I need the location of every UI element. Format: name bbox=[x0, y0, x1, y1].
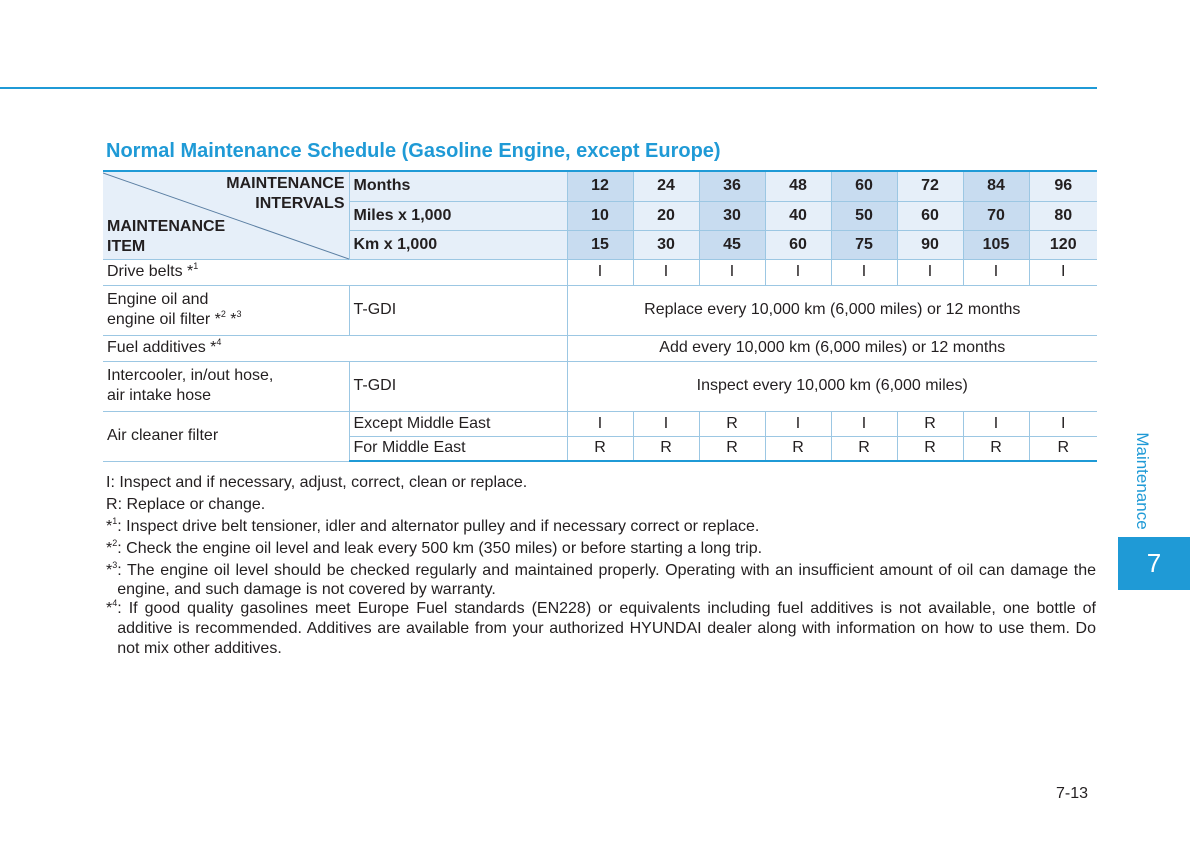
footnote-inspect bbox=[106, 473, 1096, 493]
interval-value: 72 bbox=[897, 171, 963, 201]
footnote-mark: I bbox=[106, 474, 111, 491]
interval-label-miles: Miles x 1,000 bbox=[349, 201, 567, 230]
footnote-2 bbox=[106, 539, 1096, 559]
item-label-fuel-additives: Fuel additives *$^4$ bbox=[103, 335, 567, 361]
interval-value: 60 bbox=[765, 230, 831, 259]
schedule-merged-cell: Add every 10,000 km (6,000 miles) or 12 months bbox=[567, 335, 1097, 361]
table-row-engine-oil bbox=[103, 285, 1097, 335]
footnote-text: : The engine oil level should be checked regularly and maintained properly. Operating with an insufficient amount of oil can damage the engine, and such damage is not covered by warranty. bbox=[117, 562, 1096, 598]
schedule-cell: I bbox=[831, 411, 897, 436]
schedule-cell: R bbox=[1029, 436, 1097, 461]
engine-type: T-GDI bbox=[349, 361, 567, 411]
interval-label-months: Months bbox=[349, 171, 567, 201]
interval-value: 90 bbox=[897, 230, 963, 259]
interval-value: 80 bbox=[1029, 201, 1097, 230]
footnote-4 bbox=[106, 599, 1096, 659]
table-row-fuel-additives bbox=[103, 335, 1097, 361]
corner-item-label: MAINTENANCE ITEM bbox=[107, 217, 226, 255]
page-number: 7-13 bbox=[1056, 785, 1089, 802]
schedule-merged-cell: Replace every 10,000 km (6,000 miles) or 12 months bbox=[567, 285, 1097, 335]
corner-intervals-label: MAINTENANCE INTERVALS bbox=[226, 175, 345, 212]
interval-value: 30 bbox=[699, 201, 765, 230]
schedule-cell: R bbox=[567, 436, 633, 461]
table-row-drive-belts bbox=[103, 259, 1097, 285]
schedule-cell: I bbox=[963, 259, 1029, 285]
schedule-cell: I bbox=[897, 259, 963, 285]
interval-value: 105 bbox=[963, 230, 1029, 259]
footnote-mark: R bbox=[106, 496, 118, 513]
section-title: Normal Maintenance Schedule (Gasoline Engine, except Europe) bbox=[106, 140, 721, 162]
chapter-side-label: Maintenance bbox=[1133, 432, 1152, 530]
schedule-cell: I bbox=[633, 411, 699, 436]
interval-value: 84 bbox=[963, 171, 1029, 201]
footnote-mark: *$^2$ bbox=[106, 538, 118, 557]
interval-value: 48 bbox=[765, 171, 831, 201]
footnotes bbox=[106, 473, 1096, 661]
schedule-cell: I bbox=[765, 411, 831, 436]
schedule-cell: R bbox=[963, 436, 1029, 461]
interval-value: 12 bbox=[567, 171, 633, 201]
schedule-cell: R bbox=[897, 436, 963, 461]
interval-value: 40 bbox=[765, 201, 831, 230]
item-label-intercooler: Intercooler, in/out hose, air intake hose bbox=[103, 361, 349, 411]
interval-value: 60 bbox=[831, 171, 897, 201]
interval-value: 60 bbox=[897, 201, 963, 230]
footnote-text: : Inspect and if necessary, adjust, correct, clean or replace. bbox=[110, 474, 528, 491]
schedule-cell: I bbox=[1029, 411, 1097, 436]
interval-value: 24 bbox=[633, 171, 699, 201]
table-row-months bbox=[103, 171, 1097, 201]
schedule-cell: I bbox=[633, 259, 699, 285]
schedule-cell: R bbox=[831, 436, 897, 461]
top-rule bbox=[0, 87, 1097, 89]
schedule-cell: R bbox=[897, 411, 963, 436]
schedule-cell: I bbox=[567, 411, 633, 436]
chapter-tab: 7 bbox=[1118, 537, 1190, 590]
interval-value: 45 bbox=[699, 230, 765, 259]
schedule-cell: R bbox=[765, 436, 831, 461]
table-corner-header bbox=[103, 171, 349, 259]
condition-label: For Middle East bbox=[349, 436, 567, 461]
interval-value: 75 bbox=[831, 230, 897, 259]
interval-label-km: Km x 1,000 bbox=[349, 230, 567, 259]
table-row-intercooler bbox=[103, 361, 1097, 411]
interval-value: 30 bbox=[633, 230, 699, 259]
footnote-mark: *$^3$ bbox=[106, 560, 118, 579]
item-label-air-cleaner: Air cleaner filter bbox=[103, 411, 349, 461]
footnote-replace bbox=[106, 495, 1096, 515]
maintenance-schedule-table bbox=[103, 170, 1097, 462]
interval-value: 36 bbox=[699, 171, 765, 201]
schedule-cell: R bbox=[699, 411, 765, 436]
footnote-text: : Check the engine oil level and leak every 500 km (350 miles) or before starting a long trip. bbox=[117, 540, 763, 557]
footnote-text: : If good quality gasolines meet Europe Fuel standards (EN228) or equivalents including fuel additives is not available, one bottle of additive is recommended. Additives are available from your authorized HYUNDAI dealer along with information on how to use them. Do not mix other additives. bbox=[117, 600, 1096, 657]
schedule-cell: I bbox=[831, 259, 897, 285]
table-row-air-cleaner-except bbox=[103, 411, 1097, 436]
schedule-cell: I bbox=[699, 259, 765, 285]
schedule-cell: I bbox=[567, 259, 633, 285]
footnote-1 bbox=[106, 517, 1096, 537]
item-label-engine-oil: Engine oil and engine oil filter *$^2$ *$^3$ bbox=[103, 285, 349, 335]
schedule-cell: R bbox=[633, 436, 699, 461]
item-label-drive-belts: Drive belts *$^1$ bbox=[103, 259, 567, 285]
interval-value: 10 bbox=[567, 201, 633, 230]
interval-value: 20 bbox=[633, 201, 699, 230]
schedule-cell: I bbox=[963, 411, 1029, 436]
interval-value: 70 bbox=[963, 201, 1029, 230]
schedule-cell: I bbox=[765, 259, 831, 285]
condition-label: Except Middle East bbox=[349, 411, 567, 436]
footnote-mark: *$^4$ bbox=[106, 598, 118, 617]
footnote-mark: *$^1$ bbox=[106, 516, 118, 535]
footnote-3 bbox=[106, 561, 1096, 599]
footnote-text: : Replace or change. bbox=[117, 496, 266, 513]
schedule-merged-cell: Inspect every 10,000 km (6,000 miles) bbox=[567, 361, 1097, 411]
engine-type: T-GDI bbox=[349, 285, 567, 335]
footnote-text: : Inspect drive belt tensioner, idler and alternator pulley and if necessary correct or replace. bbox=[117, 518, 760, 535]
interval-value: 50 bbox=[831, 201, 897, 230]
interval-value: 120 bbox=[1029, 230, 1097, 259]
interval-value: 96 bbox=[1029, 171, 1097, 201]
interval-value: 15 bbox=[567, 230, 633, 259]
schedule-cell: R bbox=[699, 436, 765, 461]
schedule-cell: I bbox=[1029, 259, 1097, 285]
